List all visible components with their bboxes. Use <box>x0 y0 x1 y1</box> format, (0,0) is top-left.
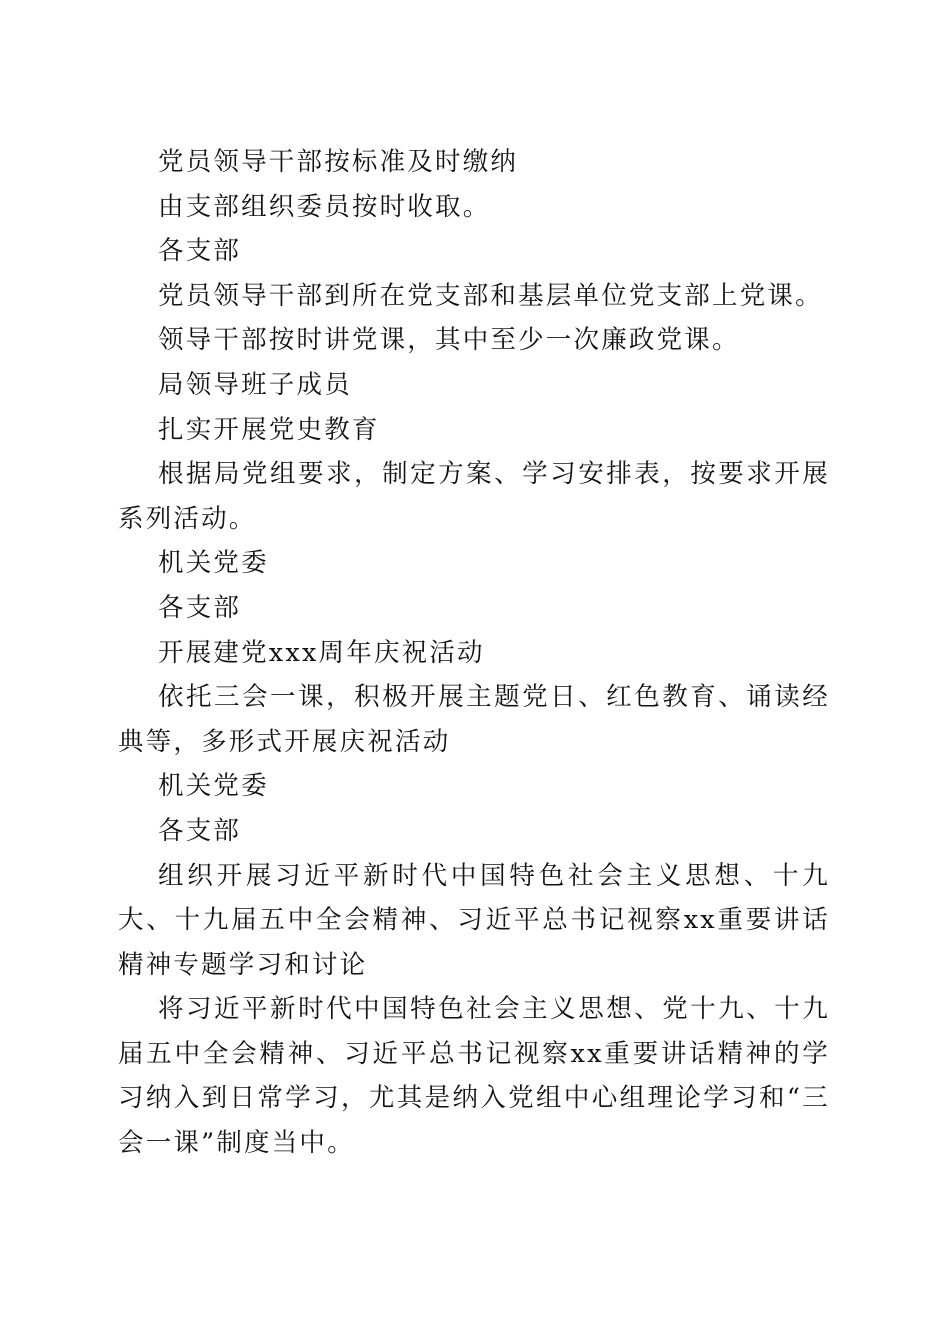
paragraph: 机关党委 <box>158 771 269 802</box>
paragraph: 党员领导干部按标准及时缴纳 <box>158 147 519 177</box>
paragraph: 各支部 <box>158 236 242 267</box>
paragraph: 依托三会一课，积极开展主题党日、红色教育、诵读经典等，多形式开展庆祝活动 <box>118 682 830 757</box>
paragraph: 各支部 <box>158 815 242 846</box>
paragraph: 各支部 <box>158 592 242 623</box>
paragraph: 领导干部按时讲党课，其中至少一次廉政党课。 <box>158 325 740 356</box>
paragraph: 扎实开展党史教育 <box>158 414 380 445</box>
paragraph: 将习近平新时代中国特色社会主义思想、党十九、十九届五中全会精神、习近平总书记视察xx重要讲话精神的学习纳入到日常学习，尤其是纳入党组中心组理论学习和“三会一课”制度当中。 <box>118 994 830 1159</box>
paragraph: 由支部组织委员按时收取。 <box>158 191 491 222</box>
paragraph: 党员领导干部到所在党支部和基层单位党支部上党课。 <box>158 280 823 311</box>
document-body <box>118 140 830 1166</box>
paragraph: 根据局党组要求，制定方案、学习安排表，按要求开展系列活动。 <box>118 459 830 534</box>
paragraph: 组织开展习近平新时代中国特色社会主义思想、十九大、十九届五中全会精神、习近平总书记视察xx重要讲话精神专题学习和讨论 <box>118 860 830 980</box>
paragraph: 机关党委 <box>158 548 269 579</box>
paragraph: 局领导班子成员 <box>158 369 352 400</box>
paragraph: 开展建党xxx周年庆祝活动 <box>158 637 485 668</box>
